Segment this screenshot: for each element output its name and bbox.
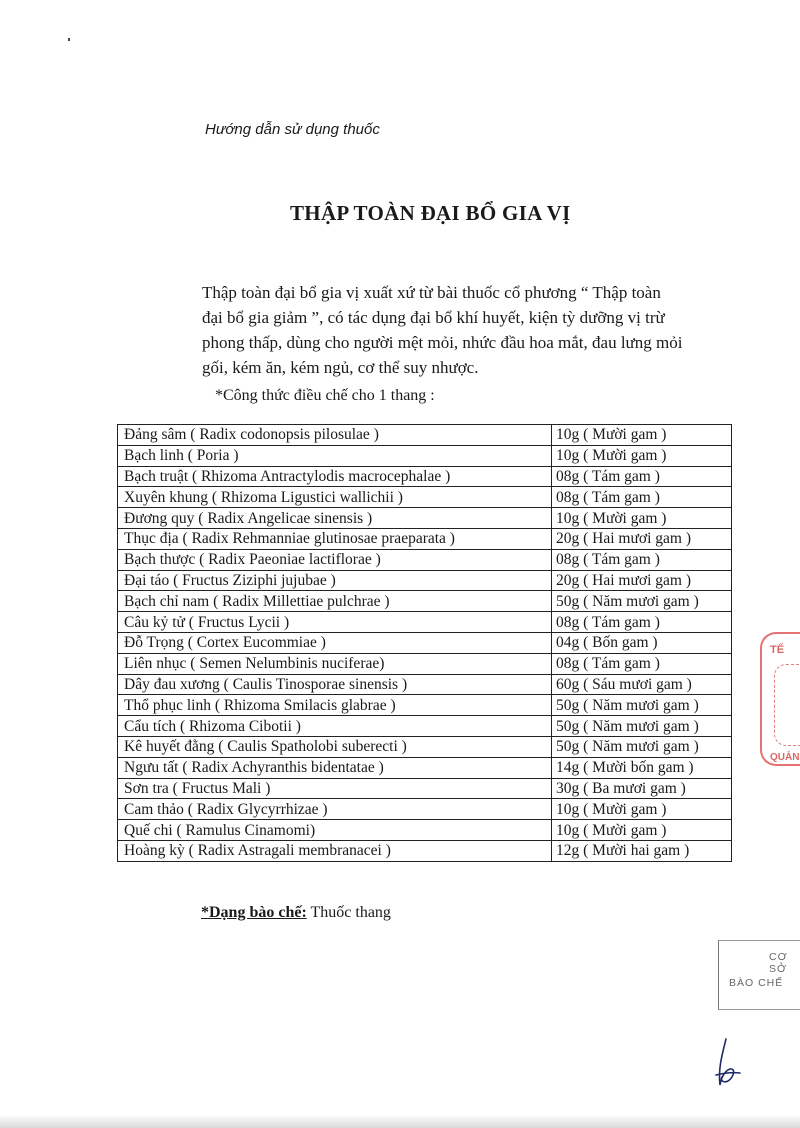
ingredient-dose: 20g ( Hai mươi gam ) [552, 570, 732, 591]
dosage-form-label: *Dạng bào chế: [201, 904, 307, 921]
ingredient-dose: 50g ( Năm mươi gam ) [552, 591, 732, 612]
table-row [118, 736, 732, 757]
ingredient-dose: 30g ( Ba mươi gam ) [552, 778, 732, 799]
ingredient-dose: 50g ( Năm mươi gam ) [552, 695, 732, 716]
ingredient-dose: 08g ( Tám gam ) [552, 653, 732, 674]
ingredient-name: Dây đau xương ( Caulis Tinosporae sinensis ) [118, 674, 552, 695]
table-row [118, 799, 732, 820]
intro-line: đại bổ gia giảm ”, có tác dụng đại bổ khí huyết, kiện tỳ dưỡng vị trừ [202, 308, 665, 327]
ingredient-dose: 10g ( Mười gam ) [552, 425, 732, 446]
table-row [118, 778, 732, 799]
table-row [118, 591, 732, 612]
red-seal-stamp [760, 632, 800, 766]
table-row [118, 528, 732, 549]
table-row [118, 695, 732, 716]
ingredient-dose: 08g ( Tám gam ) [552, 466, 732, 487]
table-row [118, 653, 732, 674]
ingredient-dose: 10g ( Mười gam ) [552, 508, 732, 529]
ingredient-name: Câu kỷ tử ( Fructus Lycii ) [118, 612, 552, 633]
ingredients-table [117, 424, 732, 862]
table-row [118, 487, 732, 508]
table-row [118, 549, 732, 570]
table-row [118, 508, 732, 529]
intro-line: gối, kém ăn, kém ngủ, cơ thể suy nhược. [202, 358, 479, 377]
table-row [118, 716, 732, 737]
ingredient-dose: 08g ( Tám gam ) [552, 549, 732, 570]
table-row [118, 612, 732, 633]
ingredient-name: Bạch thược ( Radix Paeoniae lactiflorae ) [118, 549, 552, 570]
table-row [118, 757, 732, 778]
table-row [118, 840, 732, 861]
ingredient-name: Đỗ Trọng ( Cortex Eucommiae ) [118, 632, 552, 653]
ingredient-name: Kê huyết đằng ( Caulis Spatholobi suberecti ) [118, 736, 552, 757]
ingredient-name: Cam thảo ( Radix Glycyrrhizae ) [118, 799, 552, 820]
table-row [118, 570, 732, 591]
dosage-form-line [201, 904, 391, 922]
ingredient-name: Đại táo ( Fructus Ziziphi jujubae ) [118, 570, 552, 591]
ingredient-name: Bạch truật ( Rhizoma Antractylodis macrocephalae ) [118, 466, 552, 487]
intro-line: phong thấp, dùng cho người mệt mỏi, nhức đầu hoa mắt, đau lưng mỏi [202, 333, 683, 352]
ingredient-dose: 60g ( Sáu mươi gam ) [552, 674, 732, 695]
ingredient-dose: 10g ( Mười gam ) [552, 799, 732, 820]
ingredient-dose: 10g ( Mười gam ) [552, 445, 732, 466]
table-row [118, 674, 732, 695]
ingredient-name: Bạch linh ( Poria ) [118, 445, 552, 466]
ingredient-dose: 08g ( Tám gam ) [552, 487, 732, 508]
red-seal-bottom-text: QUẢN [770, 752, 800, 763]
ingredient-name: Đảng sâm ( Radix codonopsis pilosulae ) [118, 425, 552, 446]
table-row [118, 445, 732, 466]
ingredient-dose: 20g ( Hai mươi gam ) [552, 528, 732, 549]
ingredient-name: Quế chi ( Ramulus Cinamomi) [118, 820, 552, 841]
scan-page-edge [0, 1114, 800, 1128]
table-row [118, 425, 732, 446]
ingredient-name: Thục địa ( Radix Rehmanniae glutinosae praeparata ) [118, 528, 552, 549]
document-title: THẬP TOÀN ĐẠI BỔ GIA VỊ [290, 201, 571, 225]
intro-paragraph [202, 280, 742, 380]
facility-stamp [718, 940, 800, 1010]
red-seal-inner-ring [774, 664, 800, 746]
ingredient-name: Cẩu tích ( Rhizoma Cibotii ) [118, 716, 552, 737]
ingredient-name: Liên nhục ( Semen Nelumbinis nuciferae) [118, 653, 552, 674]
ingredient-dose: 50g ( Năm mươi gam ) [552, 736, 732, 757]
signature-mark [706, 1035, 746, 1095]
facility-stamp-line2: BÀO CHẾ [729, 977, 784, 989]
ingredient-dose: 08g ( Tám gam ) [552, 612, 732, 633]
ingredient-name: Thổ phục linh ( Rhizoma Smilacis glabrae ) [118, 695, 552, 716]
ingredient-dose: 12g ( Mười hai gam ) [552, 840, 732, 861]
ingredient-name: Bạch chỉ nam ( Radix Millettiae pulchrae ) [118, 591, 552, 612]
ingredient-name: Sơn tra ( Fructus Mali ) [118, 778, 552, 799]
usage-guide-heading: Hướng dẫn sử dụng thuốc [205, 121, 380, 138]
facility-stamp-line1: CƠ SỞ [769, 951, 788, 975]
ingredient-name: Hoàng kỳ ( Radix Astragali membranacei ) [118, 840, 552, 861]
table-row [118, 820, 732, 841]
ingredient-name: Đương quy ( Radix Angelicae sinensis ) [118, 508, 552, 529]
ingredient-dose: 14g ( Mười bốn gam ) [552, 757, 732, 778]
formula-label: *Công thức điều chế cho 1 thang : [215, 387, 435, 404]
table-row [118, 632, 732, 653]
red-seal-top-text: TẾ [770, 644, 785, 656]
intro-line: Thập toàn đại bổ gia vị xuất xứ từ bài thuốc cổ phương “ Thập toàn [202, 283, 661, 302]
ingredient-name: Xuyên khung ( Rhizoma Ligustici wallichii ) [118, 487, 552, 508]
table-row [118, 466, 732, 487]
ingredient-dose: 10g ( Mười gam ) [552, 820, 732, 841]
dosage-form-value: Thuốc thang [310, 904, 391, 921]
scan-speck [68, 38, 70, 41]
ingredient-dose: 04g ( Bốn gam ) [552, 632, 732, 653]
ingredient-dose: 50g ( Năm mươi gam ) [552, 716, 732, 737]
ingredient-name: Ngưu tất ( Radix Achyranthis bidentatae ) [118, 757, 552, 778]
